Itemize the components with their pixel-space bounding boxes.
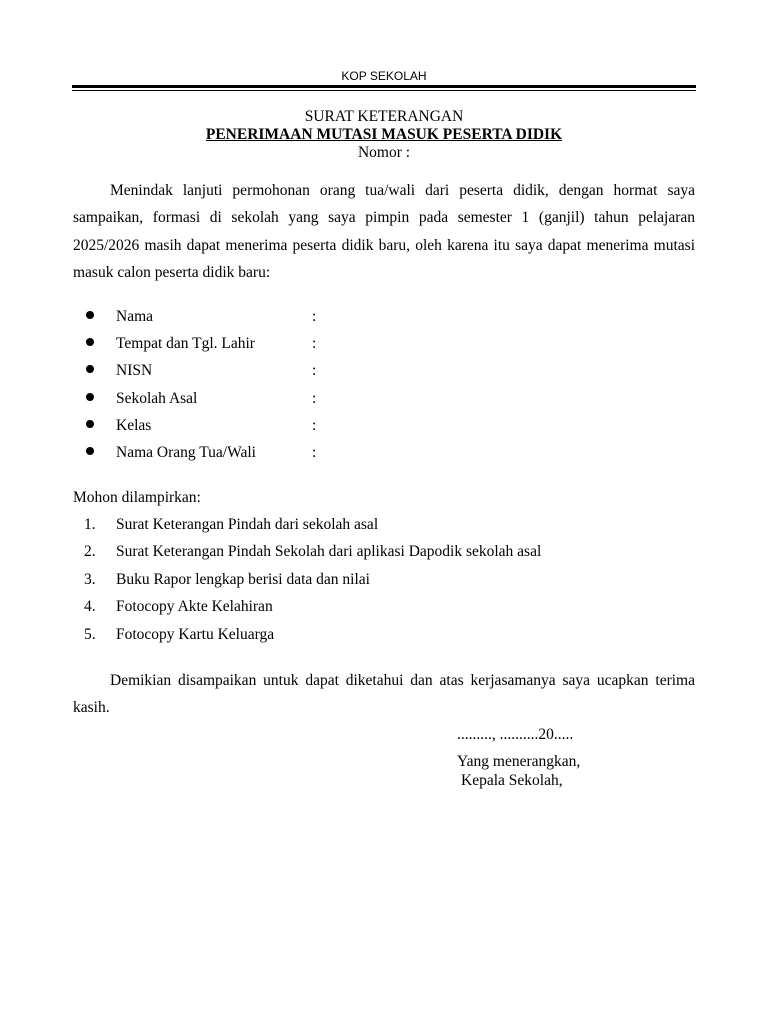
letterhead-placeholder: KOP SEKOLAH xyxy=(341,69,427,83)
field-colon: : xyxy=(312,416,317,434)
closing-paragraph: Demikian disampaikan untuk dapat diketahui dan atas kerjasamanya saya ucapkan terima kasih. xyxy=(73,672,695,717)
attachment-number: 1. xyxy=(84,516,96,533)
letterhead-rule-thick xyxy=(72,85,696,88)
field-label: Tempat dan Tgl. Lahir xyxy=(116,335,255,353)
attachment-text: Surat Keterangan Pindah dari sekolah asal xyxy=(116,516,379,533)
attachment-number: 2. xyxy=(84,543,96,561)
field-row-nama xyxy=(0,306,768,333)
field-colon: : xyxy=(312,389,317,407)
field-colon: : xyxy=(312,362,317,380)
bullet-icon xyxy=(86,393,94,401)
bullet-icon xyxy=(86,447,94,455)
signature-line-2: Kepala Sekolah, xyxy=(461,772,563,789)
field-label: Sekolah Asal xyxy=(116,389,198,407)
field-label: Nama xyxy=(116,308,154,325)
attachment-number: 4. xyxy=(84,598,96,616)
attachment-item xyxy=(0,569,768,596)
document-subtitle: PENERIMAAN MUTASI MASUK PESERTA DIDIK xyxy=(205,126,563,143)
attachment-item xyxy=(0,514,768,541)
signature-date: ........., ..........20..... xyxy=(457,726,574,743)
bullet-icon xyxy=(86,420,94,428)
attachment-text: Surat Keterangan Pindah Sekolah dari aplikasi Dapodik sekolah asal xyxy=(116,543,542,561)
field-label: NISN xyxy=(116,362,153,380)
field-label: Kelas xyxy=(116,416,152,434)
attachments-list xyxy=(0,514,768,651)
attachment-number: 5. xyxy=(84,625,96,643)
field-colon: : xyxy=(312,335,317,353)
bullet-icon xyxy=(86,338,94,346)
bullet-icon xyxy=(86,365,94,373)
attachment-number: 3. xyxy=(84,570,96,588)
attachment-item xyxy=(0,624,768,651)
intro-paragraph: Menindak lanjuti permohonan orang tua/wali dari peserta didik, dengan hormat saya sampaikan, formasi di sekolah yang saya pimpin pada semester 1 (ganjil) tahun pelajaran 2025/2026 masih dapat menerima peserta didik baru, oleh karena itu saya dapat menerima mutasi masuk calon peserta didik baru: xyxy=(73,182,695,281)
field-row-tempat-tgl-lahir xyxy=(0,333,768,360)
field-colon: : xyxy=(312,443,317,461)
attachment-text: Fotocopy Kartu Keluarga xyxy=(116,625,275,643)
field-row-kelas xyxy=(0,415,768,442)
letterhead-rule-thin xyxy=(72,90,696,91)
title-block xyxy=(72,108,696,162)
field-row-sekolah-asal xyxy=(0,388,768,415)
bullet-icon xyxy=(86,311,94,319)
field-row-nisn xyxy=(0,360,768,387)
signature-line-1: Yang menerangkan, xyxy=(457,753,581,770)
attachment-item xyxy=(0,596,768,623)
field-colon: : xyxy=(312,308,317,325)
field-label: Nama Orang Tua/Wali xyxy=(116,443,256,461)
attachments-heading: Mohon dilampirkan: xyxy=(73,489,201,506)
attachment-text: Fotocopy Akte Kelahiran xyxy=(116,598,273,616)
document-title: SURAT KETERANGAN xyxy=(304,108,464,125)
field-row-nama-orang-tua xyxy=(0,442,768,469)
attachment-item xyxy=(0,541,768,568)
attachment-text: Buku Rapor lengkap berisi data dan nilai xyxy=(116,570,370,588)
document-number: Nomor : xyxy=(357,144,411,161)
student-fields-list xyxy=(0,306,768,469)
